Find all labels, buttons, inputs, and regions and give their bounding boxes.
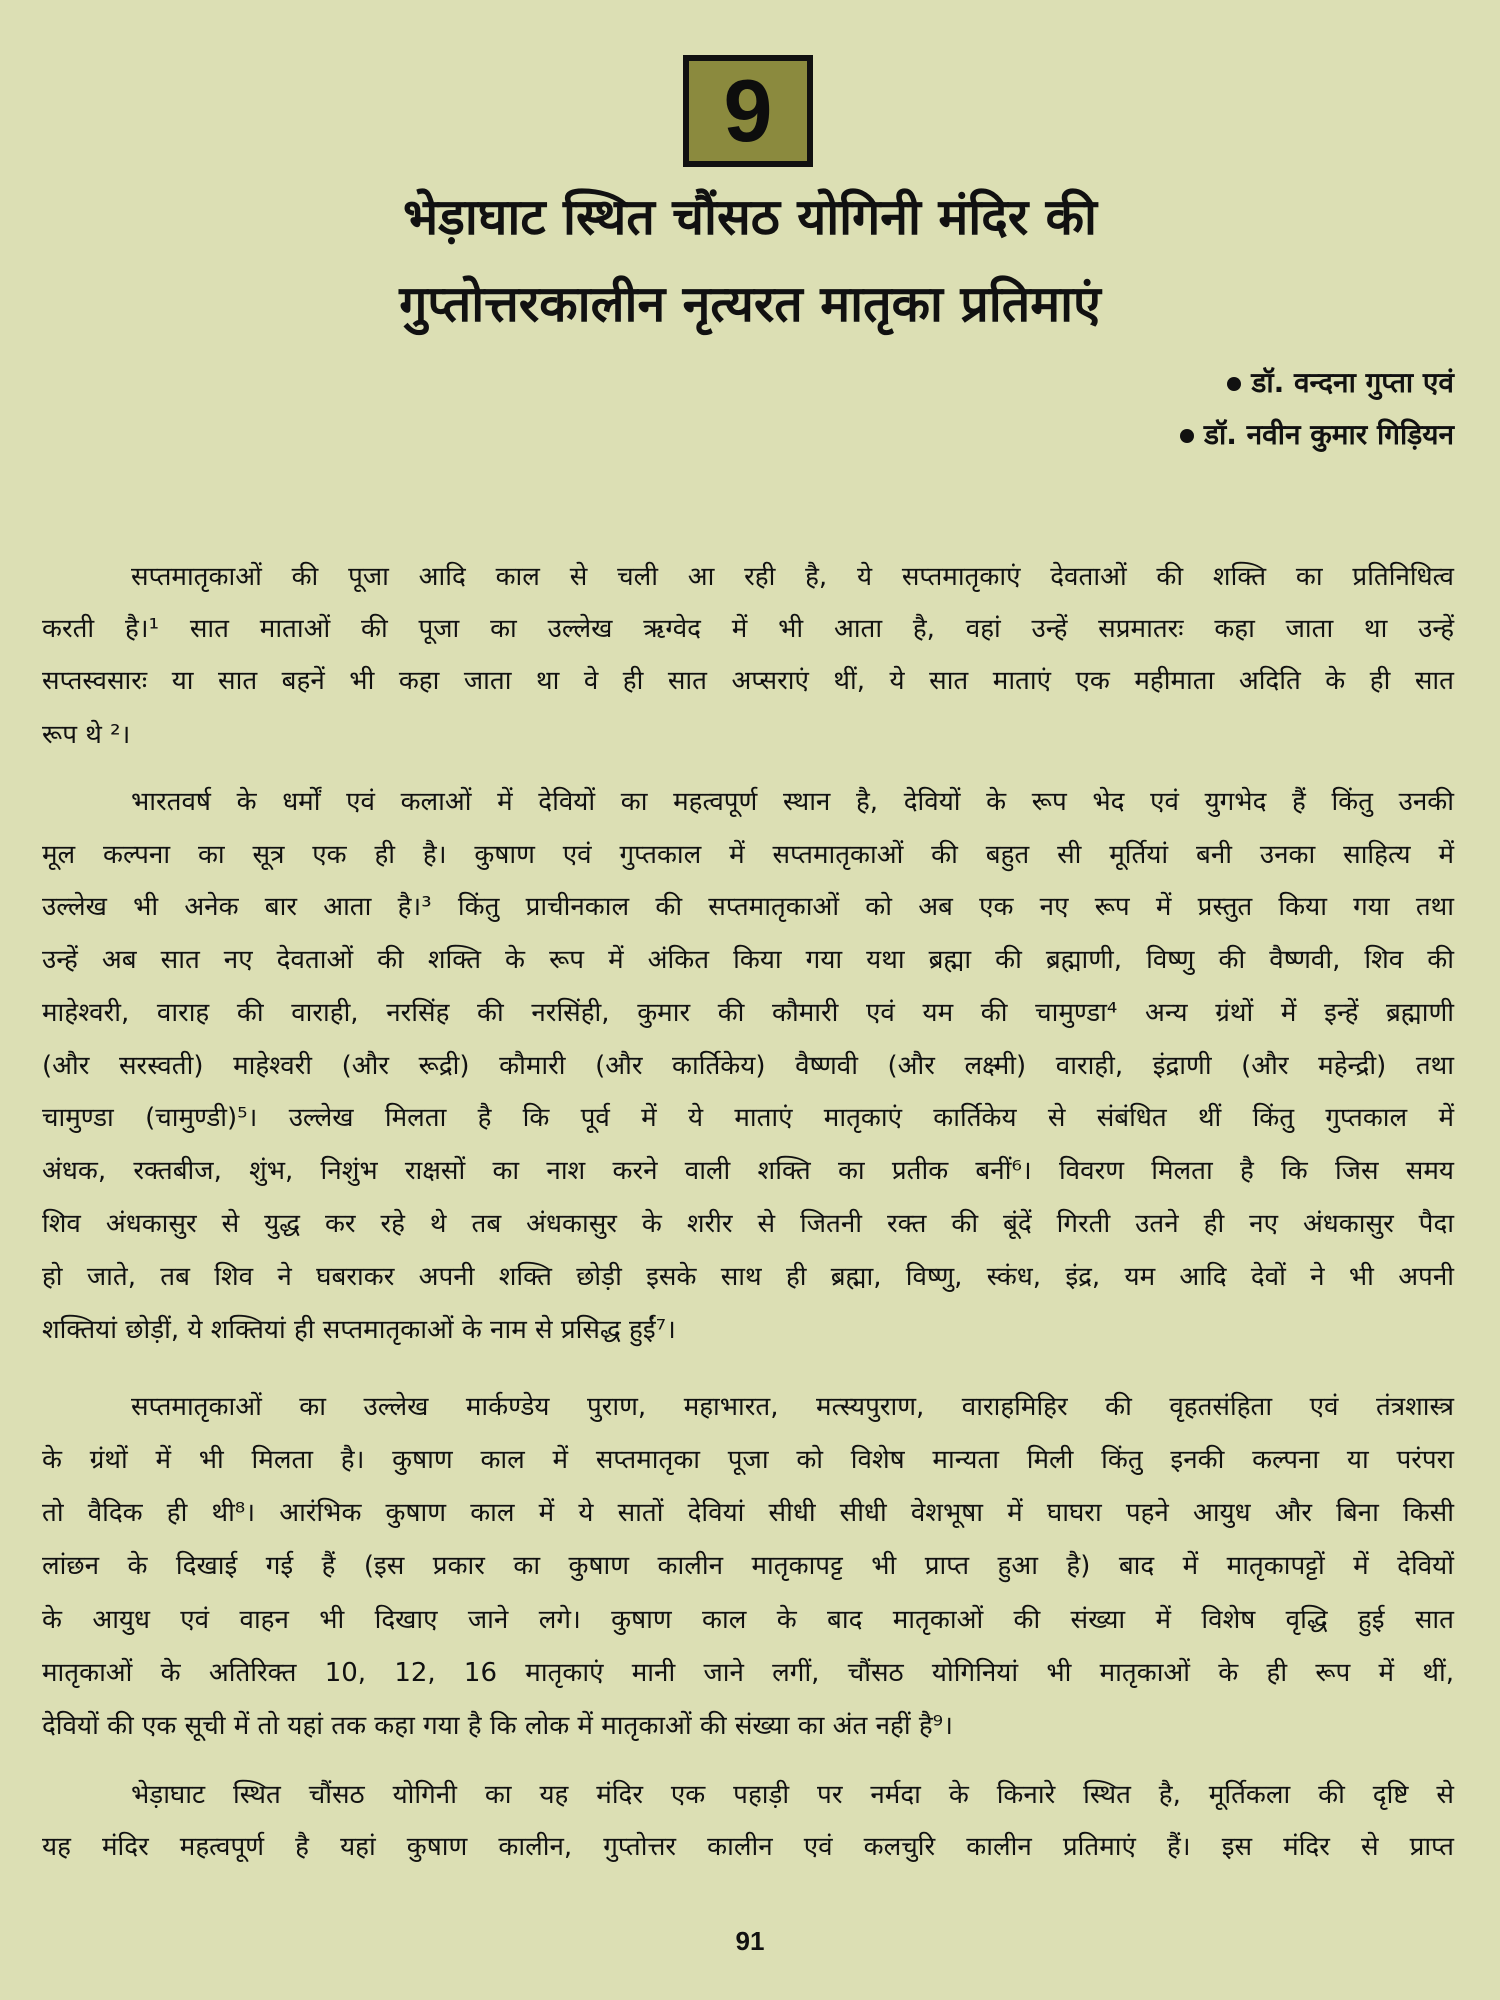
text-line: उल्लेख भी अनेक बार आता है।³ किंतु प्राचीनकाल की सप्तमातृकाओं को अब एक नए रूप में प्रस्तुत किया गया तथा: [42, 892, 1454, 922]
title-line-2: गुप्तोत्तरकालीन नृत्यरत मातृका प्रतिमाएं: [399, 275, 1101, 333]
author-1: [1227, 365, 1454, 401]
bullet-icon: [1180, 429, 1194, 443]
text-line: हो जाते, तब शिव ने घबराकर अपनी शक्ति छोड़ी इसके साथ ही ब्रह्मा, विष्णु, स्कंध, इंद्र, यम आदि देवों ने भी अपनी: [42, 1262, 1454, 1292]
text-line: लांछन के दिखाई गई हैं (इस प्रकार का कुषाण कालीन मातृकापट्ट भी प्राप्त हुआ है) बाद में मातृकापट्टों में देवियों: [42, 1551, 1454, 1581]
text-line: सप्तमातृकाओं का उल्लेख मार्कण्डेय पुराण, महाभारत, मत्स्यपुराण, वाराहमिहिर की वृहतसंहिता एवं तंत्रशास्त्र: [131, 1392, 1454, 1422]
text-line: तो वैदिक ही थी⁸। आरंभिक कुषाण काल में ये सातों देवियां सीधी सीधी वेशभूषा में घाघरा पहने आयुध और बिना किसी: [42, 1498, 1454, 1528]
text-line: मातृकाओं के अतिरिक्त 10, 12, 16 मातृकाएं मानी जाने लगीं, चौंसठ योगिनियां भी मातृकाओं के ही रूप में थीं,: [42, 1658, 1454, 1688]
text-line: यह मंदिर महत्वपूर्ण है यहां कुषाण कालीन, गुप्तोत्तर कालीन एवं कलचुरि कालीन प्रतिमाएं हैं। इस मंदिर से प्राप्त: [42, 1832, 1454, 1862]
text-line: सप्तमातृकाओं की पूजा आदि काल से चली आ रही है, ये सप्तमातृकाएं देवताओं की शक्ति का प्रतिनिधित्व: [131, 562, 1454, 592]
text-line: रूप थे ²।: [42, 720, 131, 750]
chapter-number: 9: [723, 61, 773, 160]
text-line: (और सरस्वती) माहेश्वरी (और रूद्री) कौमारी (और कार्तिकेय) वैष्णवी (और लक्ष्मी) वाराही, इंद्राणी (और महेन्द्री) तथा: [42, 1051, 1454, 1081]
title-line-1: भेड़ाघाट स्थित चौंसठ योगिनी मंदिर की: [403, 188, 1097, 246]
text-line: के आयुध एवं वाहन भी दिखाए जाने लगे। कुषाण काल के बाद मातृकाओं की संख्या में विशेष वृद्धि हुई सात: [42, 1605, 1454, 1635]
text-line: अंधक, रक्तबीज, शुंभ, निशुंभ राक्षसों का नाश करने वाली शक्ति का प्रतीक बनीं⁶। विवरण मिलता है कि जिस समय: [42, 1156, 1454, 1186]
text-line: चामुण्डा (चामुण्डी)⁵। उल्लेख मिलता है कि पूर्व में ये माताएं मातृकाएं कार्तिकेय से संबंधित थीं किंतु गुप्तकाल में: [42, 1103, 1454, 1133]
text-line: उन्हें अब सात नए देवताओं की शक्ति के रूप में अंकित किया गया यथा ब्रह्मा की ब्रह्माणी, विष्णु की वैष्णवी, शिव की: [42, 945, 1454, 975]
text-line: शिव अंधकासुर से युद्ध कर रहे थे तब अंधकासुर के शरीर से जितनी रक्त की बूंदें गिरती उतने ही नए अंधकासुर पैदा: [42, 1209, 1454, 1239]
text-line: भेड़ाघाट स्थित चौंसठ योगिनी का यह मंदिर एक पहाड़ी पर नर्मदा के किनारे स्थित है, मूर्तिकला की दृष्टि से: [131, 1780, 1454, 1810]
text-line: माहेश्वरी, वाराह की वाराही, नरसिंह की नरसिंही, कुमार की कौमारी एवं यम की चामुण्डा⁴ अन्य ग्रंथों में इन्हें ब्रह्माणी: [42, 998, 1454, 1028]
text-line: के ग्रंथों में भी मिलता है। कुषाण काल में सप्तमातृका पूजा को विशेष मान्यता मिली किंतु इनकी कल्पना या परंपरा: [42, 1445, 1454, 1475]
text-line: मूल कल्पना का सूत्र एक ही है। कुषाण एवं गुप्तकाल में सप्तमातृकाओं की बहुत सी मूर्तियां बनी उनका साहित्य में: [42, 840, 1454, 870]
author-2: [1180, 417, 1454, 453]
text-line: भारतवर्ष के धर्मों एवं कलाओं में देवियों का महत्वपूर्ण स्थान है, देवियों के रूप भेद एवं युगभेद हैं किंतु उनकी: [131, 787, 1454, 817]
chapter-number-box: [683, 55, 813, 167]
page-number: 91: [735, 1926, 765, 1956]
text-line: देवियों की एक सूची में तो यहां तक कहा गया है कि लोक में मातृकाओं की संख्या का अंत नहीं है⁹।: [42, 1711, 953, 1741]
author-name: डॉ. वन्दना गुप्ता एवं: [1251, 366, 1454, 399]
text-line: करती है।¹ सात माताओं की पूजा का उल्लेख ऋग्वेद में भी आता है, वहां उन्हें सप्रमातरः कहा जाता था उन्हें: [42, 614, 1454, 644]
author-name: डॉ. नवीन कुमार गिड़ियन: [1204, 418, 1454, 451]
bullet-icon: [1227, 377, 1241, 391]
text-line: सप्तस्वसारः या सात बहनें भी कहा जाता था वे ही सात अप्सराएं थीं, ये सात माताएं एक महीमाता अदिति के ही सात: [42, 666, 1454, 696]
text-line: शक्तियां छोड़ीं, ये शक्तियां ही सप्तमातृकाओं के नाम से प्रसिद्ध हुईं⁷।: [42, 1315, 676, 1345]
